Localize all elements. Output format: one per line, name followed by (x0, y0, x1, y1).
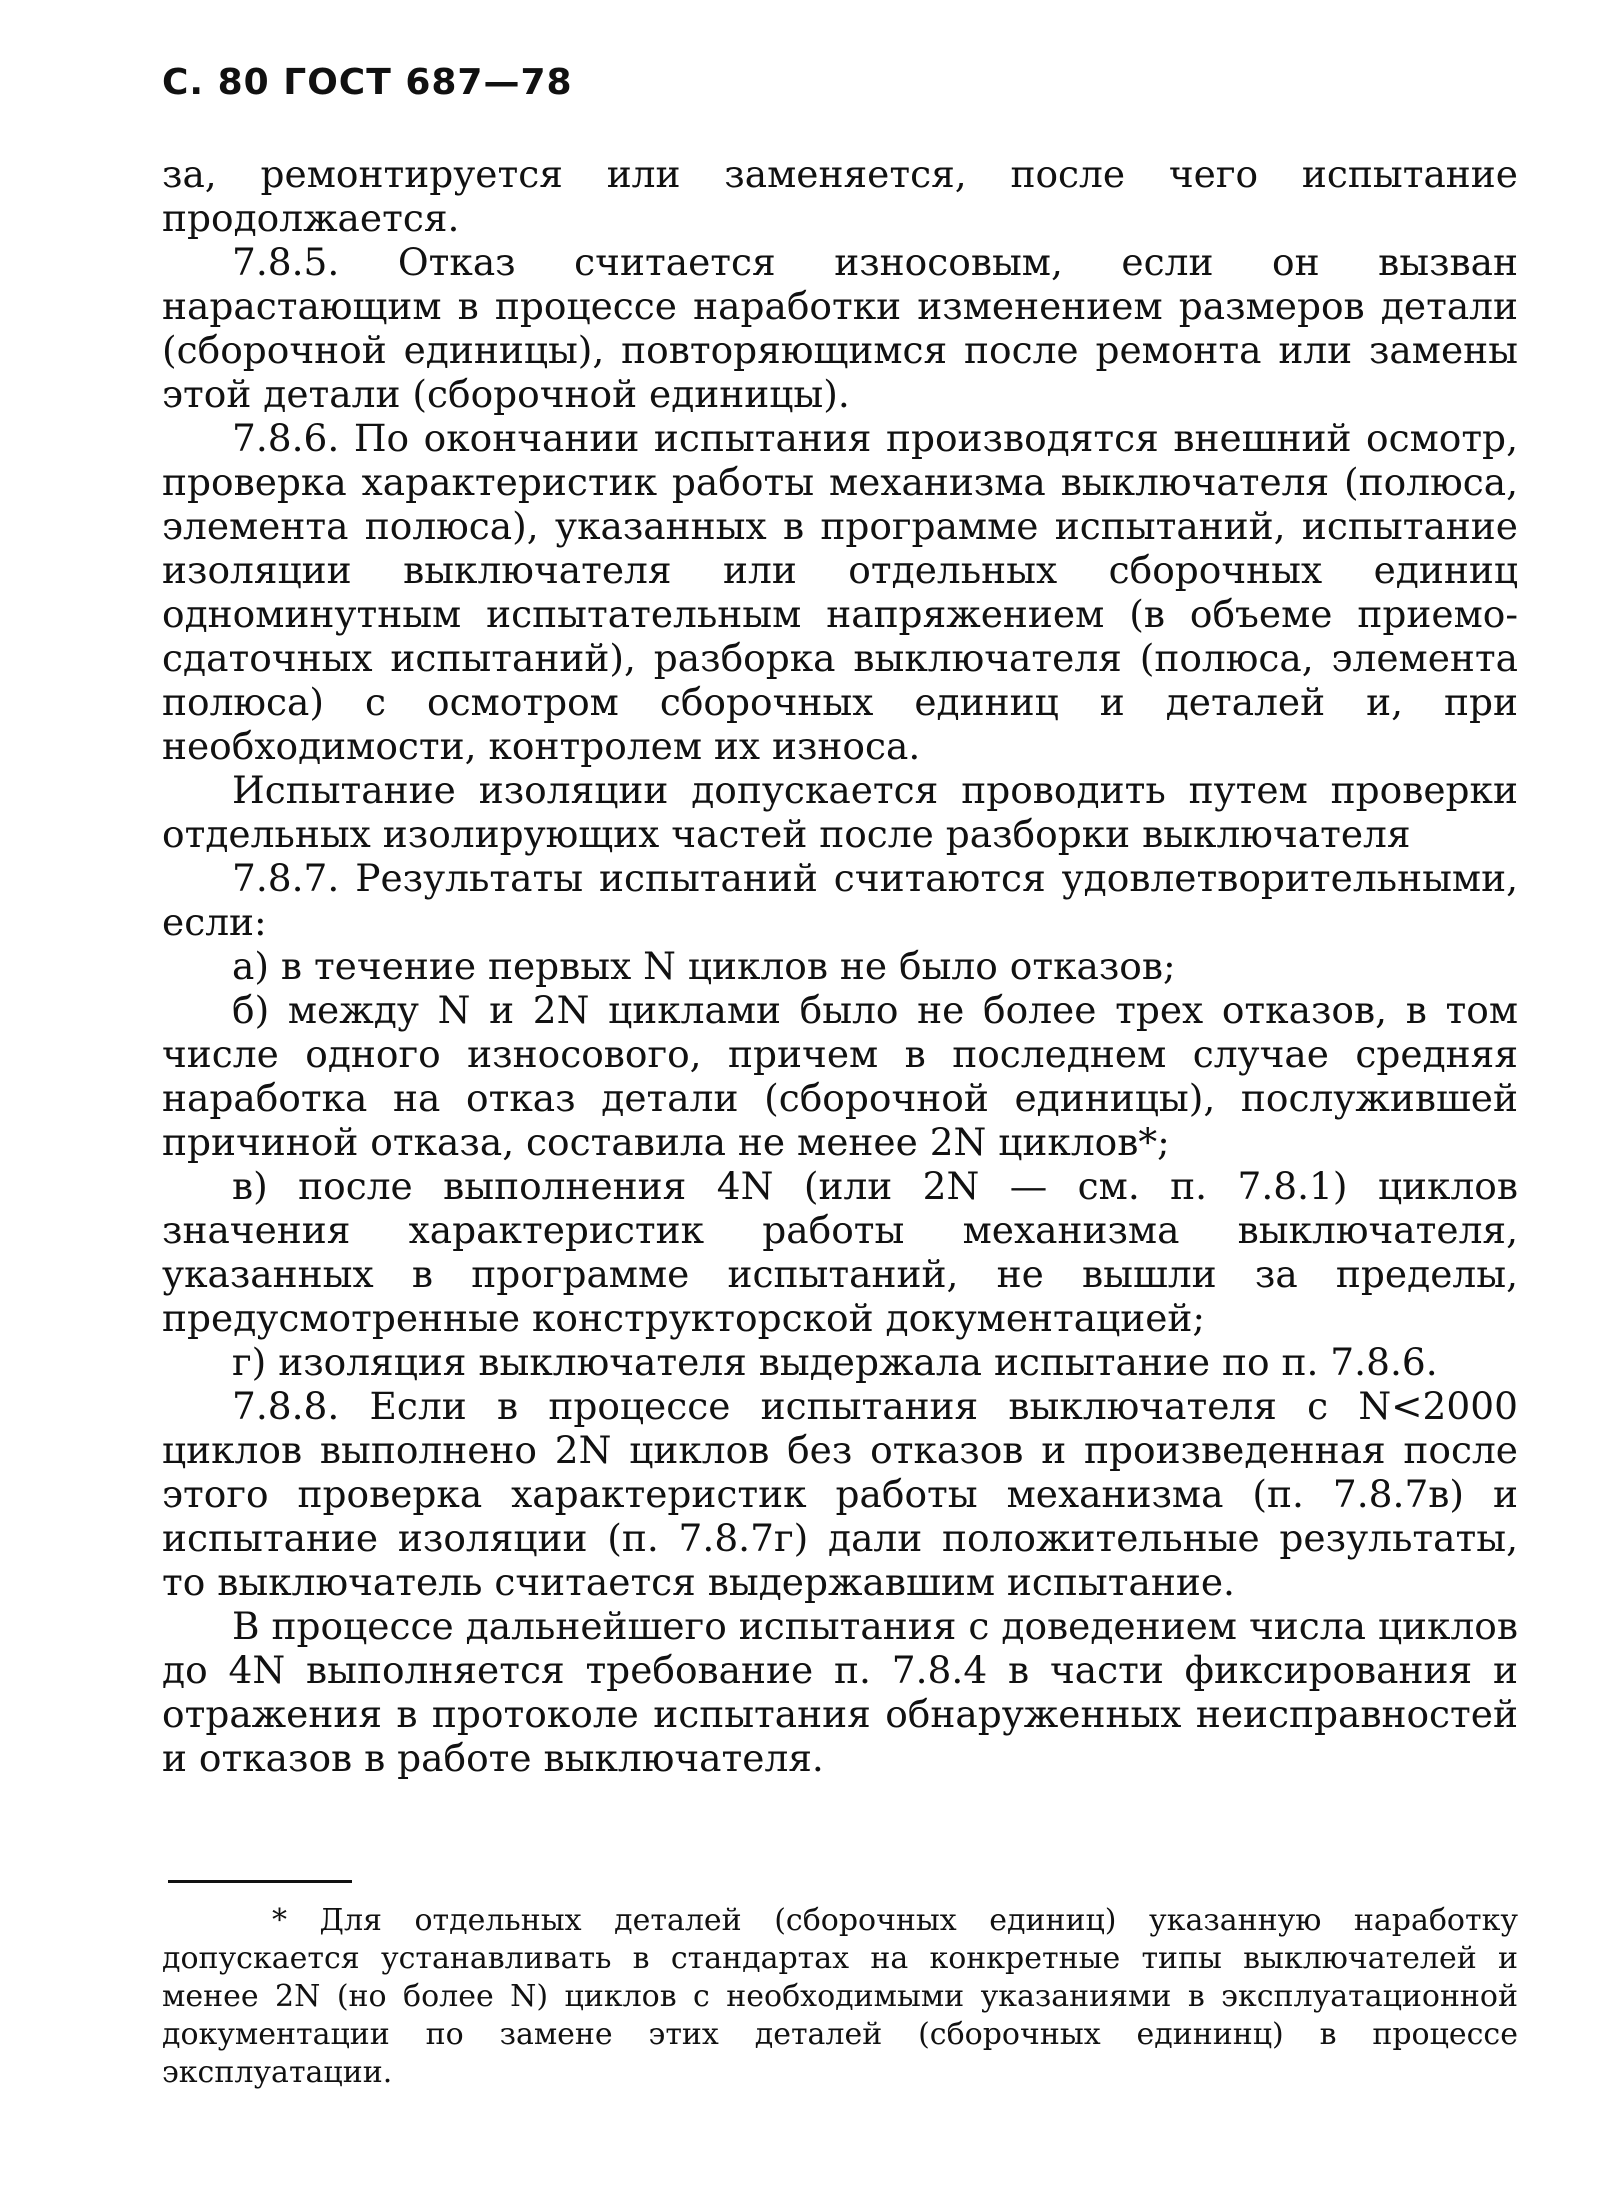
paragraph-7-8-6: 7.8.6. По окончании испытания производятся внешний осмотр, проверка характеристик работы механизма выключателя (полюса, элемента полюса), указанных в программе испытаний, испытание изоляции выключателя или отдельных сборочных единиц одноминутным испытательным напряжением (в объеме приемо-сдаточных испытаний), разборка выключателя (полюса, элемента полюса) с осмотром сборочных единиц и деталей и, при необходимости, контролем их износа. (162, 416, 1518, 768)
paragraph-further-testing: В процессе дальнейшего испытания с доведением числа циклов до 4N выполняется требование п. 7.8.4 в части фиксирования и отражения в протоколе испытания обнаруженных неисправностей и отказов в работе выключателя. (162, 1604, 1518, 1780)
list-item-a: а) в течение первых N циклов не было отказов; (232, 944, 1176, 988)
paragraph-continuation: за, ремонтируется или заменяется, после чего испытание продолжается. (162, 152, 1518, 240)
footnote-divider (168, 1880, 352, 1883)
paragraph-7-8-7: 7.8.7. Результаты испытаний считаются удовлетворительными, если: (162, 856, 1518, 944)
list-item-g: г) изоляция выключателя выдержала испытание по п. 7.8.6. (232, 1340, 1438, 1384)
page-header: С. 80 ГОСТ 687—78 (162, 62, 573, 103)
paragraph-insulation-test: Испытание изоляции допускается проводить путем проверки отдельных изолирующих частей после разборки выключателя (162, 768, 1518, 856)
paragraph-7-8-8: 7.8.8. Если в процессе испытания выключателя с N<2000 циклов выполнено 2N циклов без отказов и произведенная после этого проверка характеристик работы механизма (п. 7.8.7в) и испытание изоляции (п. 7.8.7г) дали положительные результаты, то выключатель считается выдержавшим испытание. (162, 1384, 1518, 1604)
list-item-v: в) после выполнения 4N (или 2N — см. п. 7.8.1) циклов значения характеристик работы механизма выключателя, указанных в программе испытаний, не вышли за пределы, предусмотренные конструкторской документацией; (162, 1164, 1518, 1340)
footnote: * Для отдельных деталей (сборочных единиц) указанную наработку допускается устанавливать в стандартах на конкретные типы выключателей и менее 2N (но более N) циклов с необходимыми указаниями в эксплуатационной документации по замене этих деталей (сборочных едининц) в процессе эксплуатации. (162, 1903, 1518, 2090)
paragraph-7-8-5: 7.8.5. Отказ считается износовым, если он вызван нарастающим в процессе наработки изменением размеров детали (сборочной единицы), повторяющимся после ремонта или замены этой детали (сборочной единицы). (162, 240, 1518, 416)
list-item-b: б) между N и 2N циклами было не более трех отказов, в том числе одного износового, причем в последнем случае средняя наработка на отказ детали (сборочной единицы), послужившей причиной отказа, составила не менее 2N циклов*; (162, 988, 1518, 1164)
body-text (162, 152, 1518, 1780)
